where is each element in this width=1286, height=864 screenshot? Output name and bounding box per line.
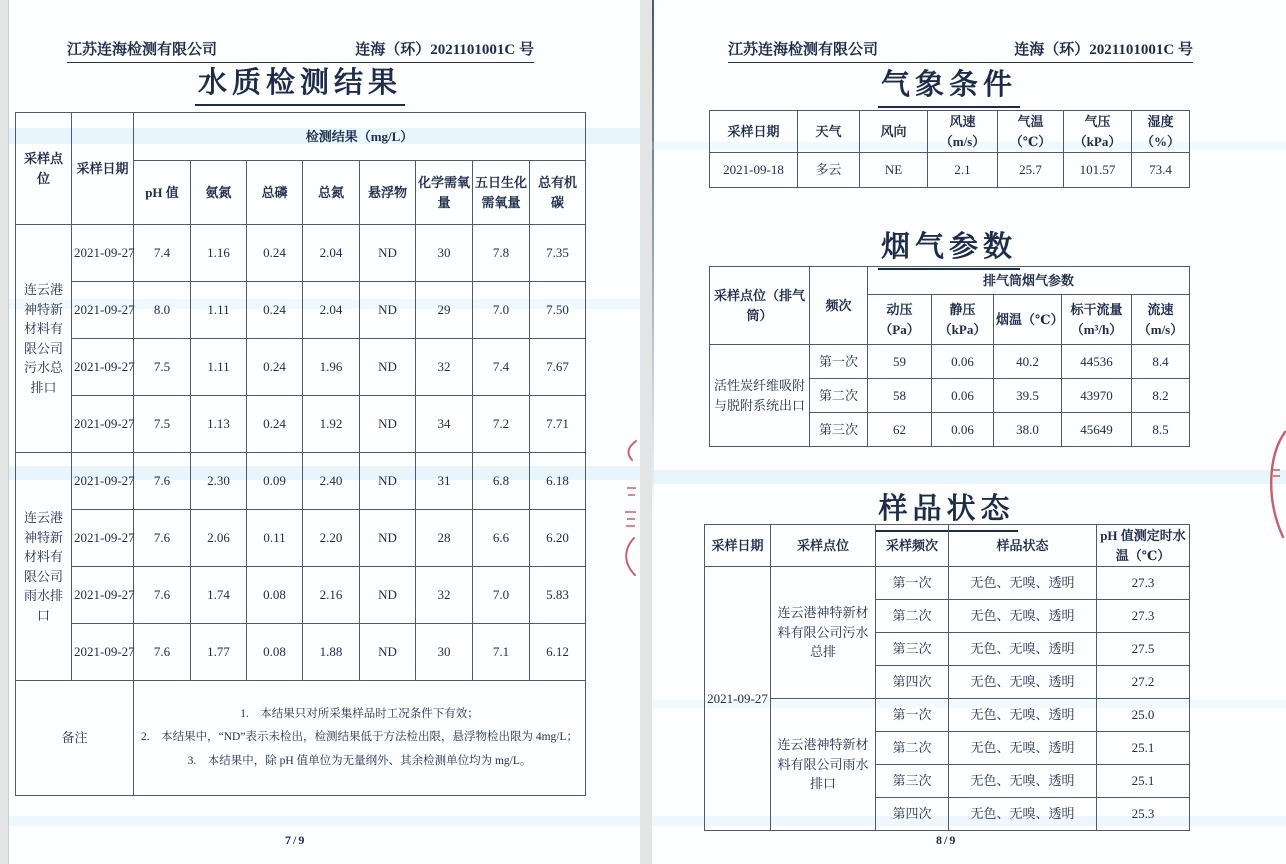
data-cell: ND	[360, 396, 416, 453]
data-cell: 0.24	[247, 282, 303, 339]
data-cell: 1.77	[191, 624, 247, 681]
column-header: 采样日期	[705, 525, 771, 567]
data-cell: 0.24	[247, 396, 303, 453]
param-header: 烟温（℃）	[994, 295, 1062, 345]
data-cell: 28	[416, 510, 473, 567]
data-cell: 多云	[798, 153, 860, 188]
doc-header	[728, 38, 1193, 63]
data-cell: 30	[416, 624, 473, 681]
title-wrap	[709, 224, 1189, 270]
frequency-cell: 第三次	[876, 765, 949, 798]
data-cell: 7.4	[473, 339, 530, 396]
param-header: 悬浮物	[360, 161, 416, 225]
column-header: 采样频次	[876, 525, 949, 567]
header-row-1	[16, 113, 586, 161]
remark-line: 2. 本结果中，“ND”表示未检出，检测结果低于方法检出限，悬浮物检出限为 4mg/L；	[141, 731, 578, 744]
data-cell: 101.57	[1064, 153, 1132, 188]
data-cell: 2.04	[303, 282, 360, 339]
red-seal-arc-fragment	[1262, 430, 1286, 540]
data-cell: 7.50	[530, 282, 586, 339]
data-cell: 6.8	[473, 453, 530, 510]
title-wrap	[15, 60, 585, 106]
header-row-1	[710, 267, 1190, 295]
table-row	[16, 339, 586, 396]
sampling-date: 2021-09-18	[710, 153, 798, 188]
sampling-date: 2021-09-27	[72, 282, 134, 339]
data-cell: 7.6	[134, 567, 191, 624]
page-right	[652, 0, 1286, 864]
data-cell: 7.2	[473, 396, 530, 453]
data-cell: 8.5	[1132, 413, 1190, 447]
data-cell: 8.4	[1132, 345, 1190, 379]
site-column-header: 采样点位（排气筒）	[710, 267, 810, 345]
table-row	[710, 345, 1190, 379]
frequency-cell: 第一次	[876, 699, 949, 732]
data-cell: 0.06	[932, 413, 994, 447]
table-row	[16, 453, 586, 510]
data-cell: 34	[416, 396, 473, 453]
param-header: 化学需氧量	[416, 161, 473, 225]
sampling-date: 2021-09-27	[72, 624, 134, 681]
param-header: 流速（m/s）	[1132, 295, 1190, 345]
remark-line: 1. 本结果只对所采集样品时工况条件下有效；	[240, 707, 479, 720]
remark-line: 3. 本结果中，除 pH 值单位为无量纲外、其余检测单位均为 mg/L。	[187, 754, 532, 767]
column-header: 风速（m/s）	[928, 111, 998, 153]
data-cell: 1.74	[191, 567, 247, 624]
report-number: 连海（环）2021101001C 号	[355, 42, 534, 58]
red-stamp-fragment	[615, 438, 641, 578]
temp-cell: 25.1	[1097, 732, 1190, 765]
weather-table	[709, 110, 1190, 188]
data-cell: 32	[416, 567, 473, 624]
sample-status-table	[704, 524, 1190, 831]
title-wrap	[709, 62, 1189, 108]
company-name: 江苏连海检测有限公司	[728, 42, 879, 58]
data-cell: 0.24	[247, 225, 303, 282]
temp-cell: 27.3	[1097, 600, 1190, 633]
sampling-site: 连云港神特新材料有限公司雨水排口	[771, 699, 876, 831]
sampling-date: 2021-09-27	[72, 339, 134, 396]
data-cell: 2.06	[191, 510, 247, 567]
remarks-content	[134, 681, 586, 796]
param-header: 总磷	[247, 161, 303, 225]
section-title-weather: 气象条件	[878, 62, 1020, 108]
header-row	[705, 525, 1190, 567]
data-cell: 1.13	[191, 396, 247, 453]
section-title-flue-gas: 烟气参数	[878, 224, 1020, 270]
column-header: 湿度（%）	[1132, 111, 1190, 153]
temp-cell: 25.3	[1097, 798, 1190, 831]
page-number: 7/9	[285, 833, 307, 847]
column-header: 气温（℃）	[998, 111, 1064, 153]
data-cell: ND	[360, 225, 416, 282]
data-cell: 32	[416, 339, 473, 396]
data-cell: 1.11	[191, 339, 247, 396]
param-header: 标干流量（m³/h）	[1062, 295, 1132, 345]
data-cell: 43970	[1062, 379, 1132, 413]
data-cell: ND	[360, 567, 416, 624]
param-header: 总氮	[303, 161, 360, 225]
data-cell: 2.20	[303, 510, 360, 567]
sampling-site: 连云港神特新材料有限公司污水总排	[771, 567, 876, 699]
temp-cell: 27.3	[1097, 567, 1190, 600]
frequency-cell: 第二次	[876, 732, 949, 765]
data-cell: 62	[868, 413, 932, 447]
data-cell: 7.0	[473, 282, 530, 339]
data-cell: 5.83	[530, 567, 586, 624]
temp-cell: 27.2	[1097, 666, 1190, 699]
param-header: 五日生化需氧量	[473, 161, 530, 225]
data-cell: 44536	[1062, 345, 1132, 379]
column-header: pH 值测定时水温（℃）	[1097, 525, 1190, 567]
page-number: 8/9	[936, 833, 958, 847]
page-edge-shadow	[652, 0, 654, 520]
data-cell: 40.2	[994, 345, 1062, 379]
data-cell: 31	[416, 453, 473, 510]
data-cell: 30	[416, 225, 473, 282]
status-cell: 无色、无嗅、透明	[949, 732, 1097, 765]
data-cell: 0.06	[932, 345, 994, 379]
data-cell: 0.09	[247, 453, 303, 510]
table-row	[16, 225, 586, 282]
status-cell: 无色、无嗅、透明	[949, 699, 1097, 732]
sampling-date: 2021-09-27	[72, 510, 134, 567]
data-cell: 2.16	[303, 567, 360, 624]
remarks-label: 备注	[16, 681, 134, 796]
data-cell: 2.30	[191, 453, 247, 510]
date-column-header: 采样日期	[72, 113, 134, 225]
data-cell: 58	[868, 379, 932, 413]
param-group-header: 排气筒烟气参数	[868, 267, 1190, 295]
table-row	[710, 153, 1190, 188]
column-header: 天气	[798, 111, 860, 153]
data-cell: 8.2	[1132, 379, 1190, 413]
company-name: 江苏连海检测有限公司	[67, 42, 218, 58]
status-cell: 无色、无嗅、透明	[949, 600, 1097, 633]
data-cell: 39.5	[994, 379, 1062, 413]
data-cell: 0.08	[247, 567, 303, 624]
data-cell: 1.88	[303, 624, 360, 681]
status-cell: 无色、无嗅、透明	[949, 798, 1097, 831]
data-cell: 6.12	[530, 624, 586, 681]
scan-tint-band	[9, 816, 640, 826]
frequency-cell: 第三次	[810, 413, 868, 447]
data-cell: 7.6	[134, 510, 191, 567]
param-header: 总有机碳	[530, 161, 586, 225]
param-header: 氨氮	[191, 161, 247, 225]
table-row	[16, 567, 586, 624]
status-cell: 无色、无嗅、透明	[949, 567, 1097, 600]
status-cell: 无色、无嗅、透明	[949, 633, 1097, 666]
table-row	[705, 567, 1190, 600]
frequency-cell: 第四次	[876, 666, 949, 699]
data-cell: 7.67	[530, 339, 586, 396]
data-cell: ND	[360, 339, 416, 396]
sampling-date: 2021-09-27	[72, 453, 134, 510]
flue-gas-table	[709, 266, 1190, 447]
data-cell: ND	[360, 282, 416, 339]
data-cell: 7.6	[134, 453, 191, 510]
data-cell: 7.35	[530, 225, 586, 282]
status-cell: 无色、无嗅、透明	[949, 666, 1097, 699]
table-row	[16, 396, 586, 453]
sampling-date: 2021-09-27	[705, 567, 771, 831]
column-header: 样品状态	[949, 525, 1097, 567]
frequency-cell: 第一次	[876, 567, 949, 600]
status-cell: 无色、无嗅、透明	[949, 765, 1097, 798]
data-cell: 38.0	[994, 413, 1062, 447]
data-cell: 7.8	[473, 225, 530, 282]
column-header: 采样日期	[710, 111, 798, 153]
data-cell: 7.1	[473, 624, 530, 681]
data-cell: 7.0	[473, 567, 530, 624]
result-group-header: 检测结果（mg/L）	[134, 113, 586, 161]
column-header: 风向	[860, 111, 928, 153]
param-header: 动压（Pa）	[868, 295, 932, 345]
data-cell: 0.24	[247, 339, 303, 396]
header-row	[710, 111, 1190, 153]
data-cell: 8.0	[134, 282, 191, 339]
frequency-cell: 第四次	[876, 798, 949, 831]
report-number: 连海（环）2021101001C 号	[1014, 42, 1193, 58]
scan-tint-band	[652, 470, 1286, 484]
data-cell: 6.20	[530, 510, 586, 567]
data-cell: 2.1	[928, 153, 998, 188]
param-header: 静压（kPa）	[932, 295, 994, 345]
frequency-cell: 第二次	[810, 379, 868, 413]
sampling-date: 2021-09-27	[72, 567, 134, 624]
data-cell: 7.5	[134, 339, 191, 396]
table-row	[16, 510, 586, 567]
column-header: 气压（kPa）	[1064, 111, 1132, 153]
site-column-header: 采样点位	[16, 113, 72, 225]
table-row	[705, 699, 1190, 732]
temp-cell: 25.1	[1097, 765, 1190, 798]
table-row	[16, 282, 586, 339]
section-title-sample-status: 样品状态	[875, 486, 1017, 532]
data-cell: 29	[416, 282, 473, 339]
remarks-row	[16, 681, 586, 796]
data-cell: 0.08	[247, 624, 303, 681]
column-header: 采样点位	[771, 525, 876, 567]
data-cell: ND	[360, 453, 416, 510]
frequency-cell: 第二次	[876, 600, 949, 633]
data-cell: 6.18	[530, 453, 586, 510]
sampling-site: 连云港神特新材料有限公司污水总排口	[16, 225, 72, 453]
data-cell: 7.6	[134, 624, 191, 681]
page-title-water-results: 水质检测结果	[195, 60, 405, 106]
data-cell: ND	[360, 624, 416, 681]
data-cell: 45649	[1062, 413, 1132, 447]
frequency-cell: 第一次	[810, 345, 868, 379]
data-cell: 7.71	[530, 396, 586, 453]
table-row	[16, 624, 586, 681]
data-cell: 0.06	[932, 379, 994, 413]
frequency-cell: 第三次	[876, 633, 949, 666]
data-cell: NE	[860, 153, 928, 188]
data-cell: 7.5	[134, 396, 191, 453]
data-cell: 0.11	[247, 510, 303, 567]
data-cell: ND	[360, 510, 416, 567]
data-cell: 2.04	[303, 225, 360, 282]
data-cell: 1.92	[303, 396, 360, 453]
temp-cell: 25.0	[1097, 699, 1190, 732]
param-header: pH 值	[134, 161, 191, 225]
sampling-date: 2021-09-27	[72, 396, 134, 453]
data-cell: 6.6	[473, 510, 530, 567]
frequency-column-header: 频次	[810, 267, 868, 345]
data-cell: 59	[868, 345, 932, 379]
data-cell: 2.40	[303, 453, 360, 510]
page-left	[8, 0, 640, 864]
sampling-date: 2021-09-27	[72, 225, 134, 282]
sampling-site: 连云港神特新材料有限公司雨水排口	[16, 453, 72, 681]
data-cell: 7.4	[134, 225, 191, 282]
data-cell: 25.7	[998, 153, 1064, 188]
water-quality-table	[15, 112, 586, 796]
data-cell: 1.16	[191, 225, 247, 282]
data-cell: 73.4	[1132, 153, 1190, 188]
data-cell: 1.11	[191, 282, 247, 339]
temp-cell: 27.5	[1097, 633, 1190, 666]
sampling-site: 活性炭纤维吸附与脱附系统出口	[710, 345, 810, 447]
data-cell: 1.96	[303, 339, 360, 396]
